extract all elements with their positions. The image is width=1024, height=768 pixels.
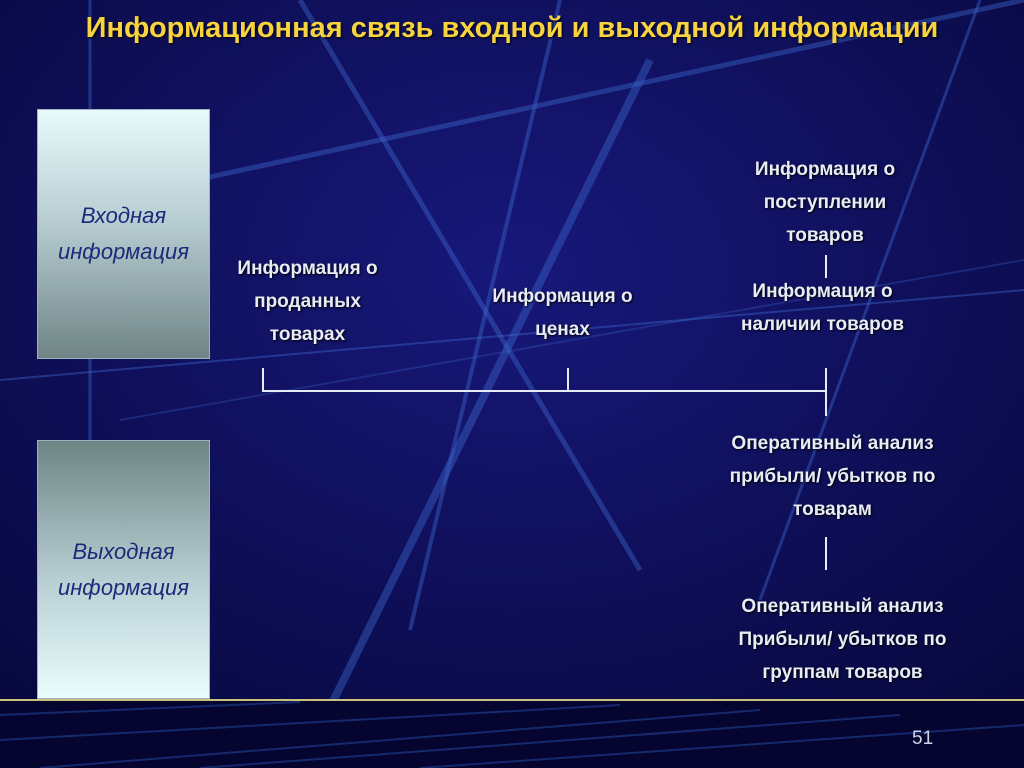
node-profit-by-groups: Оперативный анализ Прибыли/ убытков по группам товаров (738, 596, 947, 683)
connector-analysis-groups (825, 537, 827, 570)
input-info-box (37, 109, 210, 359)
page-number: 51 (912, 728, 934, 749)
connector-availability-analysis (825, 368, 827, 416)
connector-prices (567, 368, 569, 391)
node-availability: Информация о наличии товаров (740, 281, 904, 335)
output-info-label: Выходная информация (57, 538, 190, 600)
node-profit-by-goods: Оперативный анализ прибыли/ убытков по товарам (729, 433, 936, 520)
output-info-box (37, 440, 210, 699)
node-prices: Информация о ценах (492, 286, 633, 340)
connector-horizontal (262, 390, 827, 392)
connector-receipt-availability (825, 255, 827, 278)
input-info-label: Входная информация (57, 203, 190, 264)
connector-sold-goods (262, 368, 264, 391)
node-receipt: Информация о поступлении товаров (754, 159, 896, 246)
slide-title: Информационная связь входной и выходной информации (85, 12, 939, 44)
node-sold-goods: Информация о проданных товарах (237, 258, 378, 345)
